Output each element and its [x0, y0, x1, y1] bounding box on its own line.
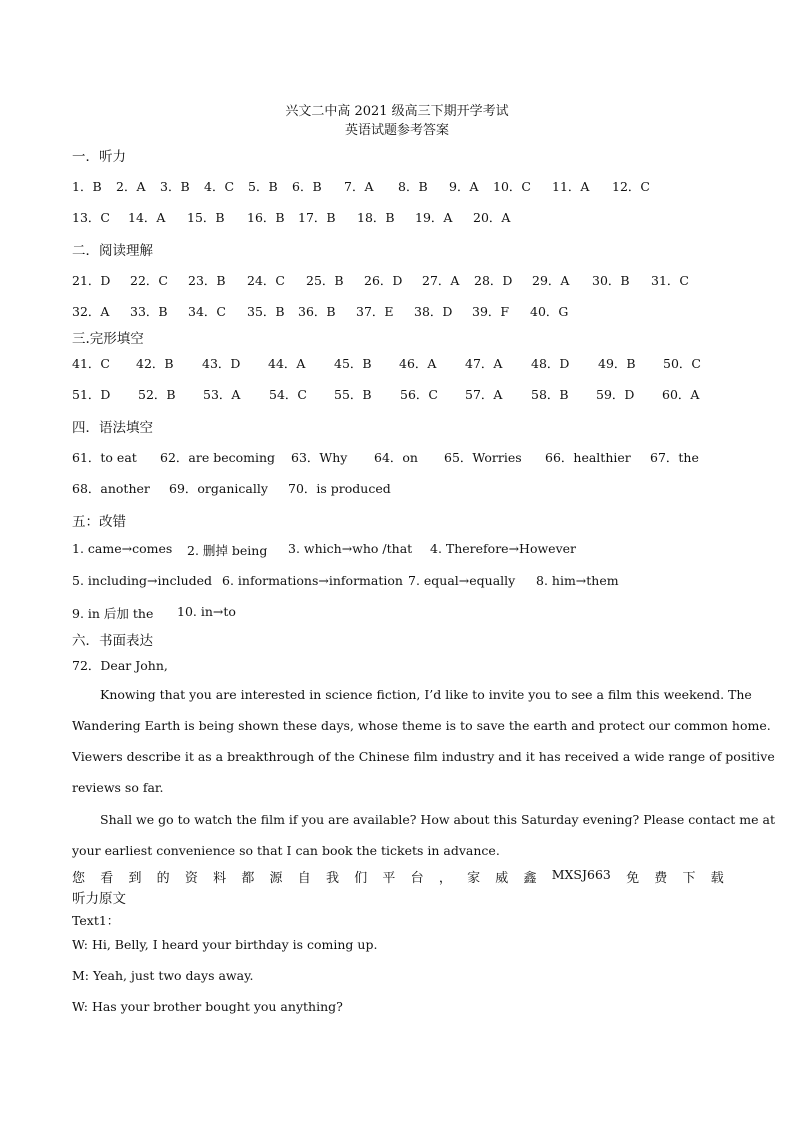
- answer-item: 22．C: [130, 273, 168, 288]
- transcript-line: M: Yeah, just two days away.: [72, 968, 254, 983]
- answer-item: 15．B: [187, 210, 225, 225]
- notice-char: 载: [710, 871, 724, 886]
- answer-item: 5．B: [248, 179, 278, 194]
- answer-item: 23．B: [188, 273, 226, 288]
- correction-item: 8. him→them: [536, 573, 619, 588]
- notice-char: 费: [654, 871, 668, 886]
- notice-char: 免: [626, 871, 640, 886]
- letter-line: your earliest convenience so that I can book the tickets in advance.: [72, 843, 500, 858]
- answer-item: 42．B: [136, 356, 174, 371]
- answer-item: 59．D: [596, 387, 635, 402]
- answer-item: 20．A: [473, 210, 511, 225]
- answer-item: 30．B: [592, 273, 630, 288]
- letter-line: Shall we go to watch the film if you are available? How about this Saturday evening? Please contact me at: [100, 812, 775, 827]
- notice-char: 的: [156, 871, 170, 886]
- answer-item: 52．B: [138, 387, 176, 402]
- correction-item: 2. 删掉 being: [187, 543, 268, 558]
- notice-code: MXSJ663: [551, 867, 611, 882]
- notice-char: 们: [354, 871, 368, 886]
- answer-item: 33．B: [130, 304, 168, 319]
- correction-item: 1. came→comes: [72, 541, 173, 556]
- answer-item: 13．C: [72, 210, 110, 225]
- notice-char: 到: [128, 871, 142, 886]
- page-title: 兴文二中高 2021 级高三下期开学考试: [285, 104, 509, 119]
- notice-char: 资: [184, 871, 198, 886]
- answer-item: 58．B: [531, 387, 569, 402]
- answer-item: 39．F: [472, 304, 510, 319]
- notice-char: 自: [297, 871, 311, 886]
- answer-item: 31．C: [651, 273, 689, 288]
- answer-item: 24．C: [247, 273, 285, 288]
- letter-line: Knowing that you are interested in science fiction, I’d like to invite you to see a film this weekend. The: [100, 687, 752, 702]
- transcript-heading: 听力原文: [72, 891, 126, 907]
- answer-item: 47．A: [465, 356, 503, 371]
- answer-item: 25．B: [306, 273, 344, 288]
- answer-item: 34．C: [188, 304, 226, 319]
- answer-item: 60．A: [662, 387, 700, 402]
- notice-char: 料: [213, 871, 227, 886]
- answer-item: 35．B: [247, 304, 285, 319]
- answer-item: 28．D: [474, 273, 513, 288]
- answer-item: 51．D: [72, 387, 111, 402]
- answer-item: 70．is produced: [288, 481, 391, 496]
- notice-char: 威: [495, 871, 509, 886]
- section-heading-correction: 五：改错: [72, 514, 126, 530]
- answer-item: 26．D: [364, 273, 403, 288]
- transcript-line: W: Has your brother bought you anything?: [72, 999, 343, 1014]
- answer-item: 18．B: [357, 210, 395, 225]
- correction-item: 7. equal→equally: [408, 573, 516, 588]
- notice-char: 台: [410, 871, 424, 886]
- answer-item: 54．C: [269, 387, 307, 402]
- answer-item: 48．D: [531, 356, 570, 371]
- answer-item: 9．A: [449, 179, 479, 194]
- answer-item: 40．G: [530, 304, 569, 319]
- answer-item: 67．the: [650, 450, 699, 465]
- correction-item: 5. including→included: [72, 573, 213, 588]
- notice-char: 我: [325, 871, 339, 886]
- answer-item: 8．B: [398, 179, 428, 194]
- correction-item: 4. Therefore→However: [430, 541, 577, 556]
- answer-item: 1．B: [72, 179, 102, 194]
- answer-item: 49．B: [598, 356, 636, 371]
- notice-char: ，: [438, 871, 452, 886]
- correction-item: 10. in→to: [177, 604, 236, 619]
- answer-item: 57．A: [465, 387, 503, 402]
- correction-item: 9. in 后加 the: [72, 606, 154, 621]
- correction-item: 6. informations→information: [222, 573, 403, 588]
- letter-greeting: 72．Dear John,: [72, 658, 168, 673]
- answer-item: 2．A: [116, 179, 146, 194]
- notice-char: 都: [241, 871, 255, 886]
- answer-item: 3．B: [160, 179, 190, 194]
- notice-char: 下: [682, 871, 696, 886]
- section-heading-reading: 二．阅读理解: [72, 243, 153, 259]
- answer-item: 66．healthier: [545, 450, 631, 465]
- notice-char: 平: [382, 871, 396, 886]
- answer-item: 29．A: [532, 273, 570, 288]
- section-heading-writing: 六．书面表达: [72, 633, 153, 649]
- answer-item: 68．another: [72, 481, 150, 496]
- page-subtitle: 英语试题参考答案: [344, 123, 449, 138]
- transcript-line: W: Hi, Belly, I heard your birthday is coming up.: [72, 937, 378, 952]
- answer-item: 37．E: [356, 304, 394, 319]
- answer-item: 6．B: [292, 179, 322, 194]
- answer-item: 44．A: [268, 356, 306, 371]
- correction-item: 3. which→who /that: [288, 541, 413, 556]
- answer-item: 11．A: [552, 179, 590, 194]
- answer-item: 7．A: [344, 179, 374, 194]
- answer-item: 53．A: [203, 387, 241, 402]
- answer-item: 17．B: [298, 210, 336, 225]
- notice-char: 源: [269, 871, 283, 886]
- notice-char: 家: [467, 871, 481, 886]
- answer-item: 41．C: [72, 356, 110, 371]
- section-heading-listening: 一．听力: [72, 149, 126, 165]
- answer-item: 46．A: [399, 356, 437, 371]
- answer-item: 69．organically: [169, 481, 268, 496]
- answer-item: 14．A: [128, 210, 166, 225]
- notice-char: 鑫: [523, 871, 537, 886]
- answer-item: 43．D: [202, 356, 241, 371]
- section-heading-cloze: 三.完形填空: [72, 331, 144, 347]
- answer-item: 55．B: [334, 387, 372, 402]
- section-heading-grammar: 四．语法填空: [72, 420, 153, 436]
- letter-line: reviews so far.: [72, 780, 164, 795]
- answer-item: 19．A: [415, 210, 453, 225]
- answer-item: 65．Worries: [444, 450, 522, 465]
- answer-item: 16．B: [247, 210, 285, 225]
- letter-line: Viewers describe it as a breakthrough of the Chinese film industry and it has received a wide range of positive: [72, 749, 775, 764]
- answer-item: 61．to eat: [72, 450, 137, 465]
- notice-char: 看: [100, 871, 114, 886]
- answer-item: 27．A: [422, 273, 460, 288]
- answer-item: 50．C: [663, 356, 701, 371]
- answer-item: 63．Why: [291, 450, 348, 465]
- answer-item: 36．B: [298, 304, 336, 319]
- answer-item: 4．C: [204, 179, 235, 194]
- answer-item: 45．B: [334, 356, 372, 371]
- transcript-text-label: Text1：: [72, 913, 120, 928]
- answer-item: 21．D: [72, 273, 111, 288]
- notice-char: 您: [72, 871, 86, 886]
- answer-item: 64．on: [374, 450, 418, 465]
- answer-item: 32．A: [72, 304, 110, 319]
- answer-item: 12．C: [612, 179, 650, 194]
- answer-item: 62．are becoming: [160, 450, 276, 465]
- answer-item: 38．D: [414, 304, 453, 319]
- source-notice: [72, 867, 724, 886]
- letter-line: Wandering Earth is being shown these days, whose theme is to save the earth and protect our common home.: [72, 718, 771, 733]
- answer-item: 56．C: [400, 387, 438, 402]
- answer-item: 10．C: [493, 179, 531, 194]
